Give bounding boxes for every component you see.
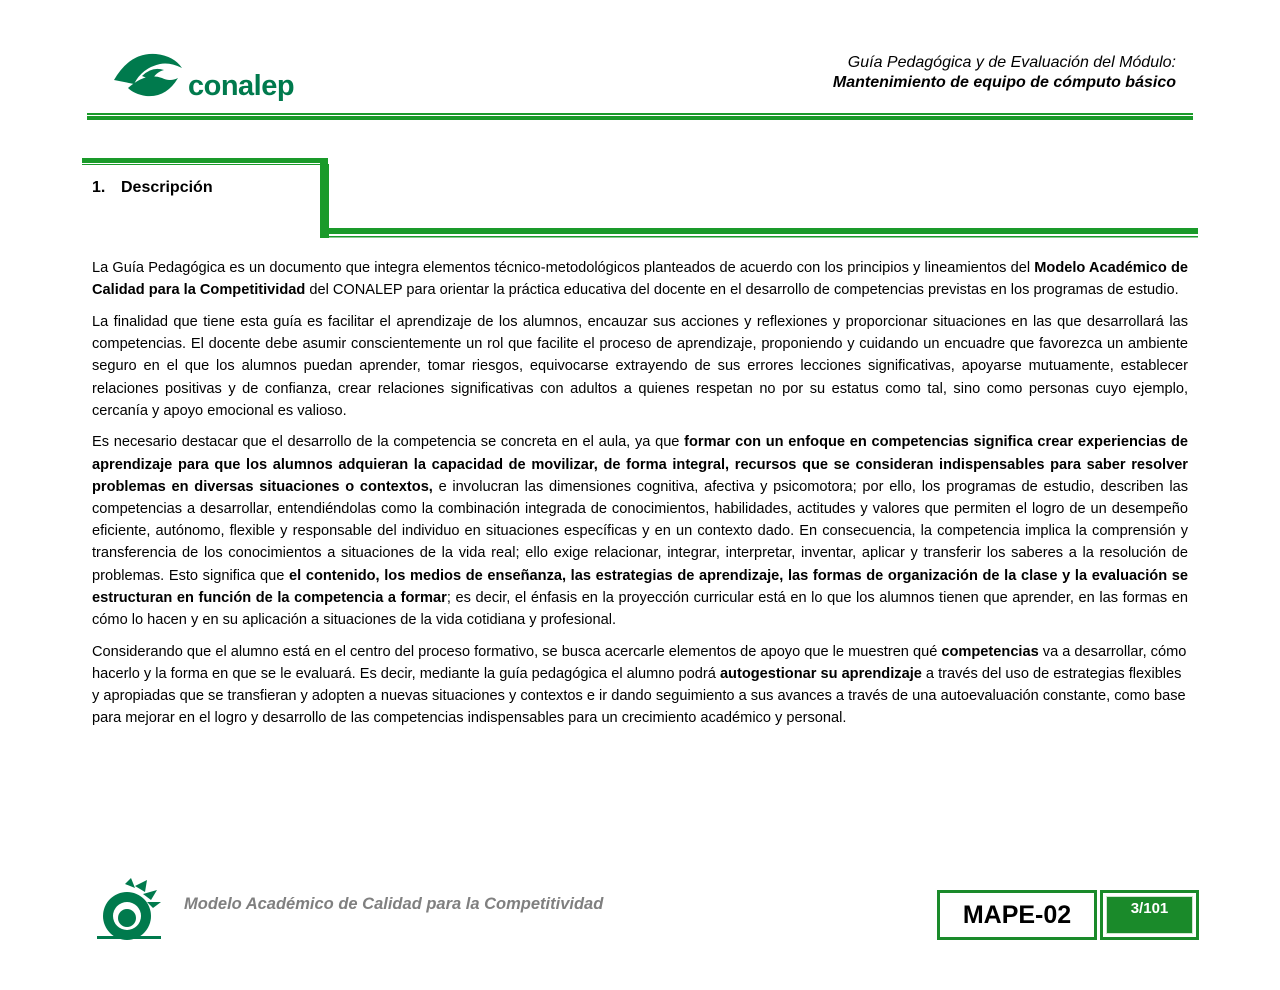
section-title-text: Descripción — [121, 179, 213, 196]
bold-run: formar con un enfoque en competencias significa crear experiencias de aprendizaje para que los alumnos adquieran la capacidad de movilizar, de forma integral, recursos que se consideran indispensables para saber resolver problemas en diversas situaciones o contextos, — [92, 434, 1189, 495]
description-body — [92, 257, 1188, 739]
text-run: La Guía Pedagógica es un documento que integra elementos técnico-metodológicos planteados de acuerdo con los principios y lineamientos del — [92, 260, 1035, 276]
module-name: Mantenimiento de equipo de cómputo básico — [832, 74, 1176, 91]
text-run: va a desarrollar, cómo hacerlo y la forma en que se le evaluará. Es decir, mediante la guía pedagógica el alumno podrá — [92, 643, 1187, 682]
paragraph-1 — [92, 257, 1188, 301]
bold-run: autogestionar su aprendizaje — [719, 665, 922, 682]
text-run: a través del uso de estrategias flexibles y apropiadas que se transfieran y adopten a nuevas situaciones y contextos e ir dando seguimiento a sus avances a través de una autoevaluación constante, como base para mejorar en el logro y desarrollo de las competencias indispensables para un crecimiento académico y personal. — [92, 665, 1186, 727]
paragraph-4 — [92, 641, 1188, 730]
section-heading-frame — [82, 158, 328, 238]
section-title — [92, 179, 213, 197]
module-code-box — [937, 890, 1097, 940]
paragraph-2 — [92, 311, 1188, 422]
bold-run: el contenido, los medios de enseñanza, las estrategias de aprendizaje, las formas de organización de la clase y la evaluación se estructuran en función de la competencia a formar — [92, 567, 1189, 606]
header-rule-top — [87, 113, 1193, 115]
bold-run: competencias — [941, 643, 1039, 660]
section-heading-vline — [320, 158, 330, 238]
page-number-box — [1100, 890, 1199, 940]
bold-run: Modelo Académico de Calidad para la Competitividad — [92, 260, 1188, 299]
text-run: ; es decir, el énfasis en la proyección curricular está en lo que los alumnos tienen que aprender, en las formas en cómo lo hacen y en su aplicación a situaciones de la vida cotidiana y profesional. — [92, 589, 1189, 629]
text-run: e involucran las dimensiones cognitiva, afectiva y psicomotora; por ello, los programas de estudio, describen las competencias a desarrollar, entendiéndolas como la combinación integrada de conocimientos, habilidades, actitudes y valores que permiten el logro de un desempeño eficiente, autónomo, flexible y responsable del individuo en situaciones específicas y en un contexto dado. En consecuencia, la competencia implica la comprensión y transferencia de los conocimientos a situaciones de la vida real; ello exige relacionar, integrar, interpretar, inventar, aplicar y transferir los saberes a la resolución de problemas. Esto significa que — [92, 478, 1188, 584]
header-title — [833, 53, 1176, 93]
footer-model-text: Modelo Académico de Calidad para la Competitividad — [184, 895, 604, 913]
section-heading-line — [320, 228, 1198, 238]
module-guide-label: Guía Pedagógica y de Evaluación del Módulo: — [847, 54, 1176, 71]
paragraph-3 — [92, 431, 1188, 631]
conalep-wordmark: conalep — [188, 70, 295, 102]
text-run: La finalidad que tiene esta guía es facilitar el aprendizaje de los alumnos, encauzar sus acciones y reflexiones y proporcionar situaciones en las que desarrollará las competencias. El docente debe asumir conscientemente un rol que facilite el proceso de aprendizaje, proponiendo y cuidando un encuadre que favorezca un ambiente seguro en el que los alumnos puedan aprender, tomar riesgos, equivocarse extrayendo de sus errores lecciones significativas, apoyarse mutuamente, establecer relaciones positivas y de confianza, crear relaciones significativas con adultos a quienes respetan no por su estatus como tal, sino como personas cuyo ejemplo, cercanía y apoyo emocional es valioso. — [92, 313, 1188, 419]
section-number: 1. — [92, 179, 106, 196]
modelo-academico-seal-icon — [95, 876, 165, 944]
page-number: 3/101 — [1106, 896, 1193, 934]
text-run: Es necesario destacar que el desarrollo de la competencia se concreta en el aula, ya que — [92, 434, 685, 451]
module-code: MAPE-02 — [962, 900, 1072, 929]
text-run: Considerando que el alumno está en el centro del proceso formativo, se busca acercarle elementos de apoyo que le muestren qué — [92, 643, 942, 660]
header-rule-bottom — [87, 116, 1193, 120]
text-run: del CONALEP para orientar la práctica educativa del docente en el desarrollo de competencias previstas en los programas de estudio. — [305, 282, 1179, 299]
